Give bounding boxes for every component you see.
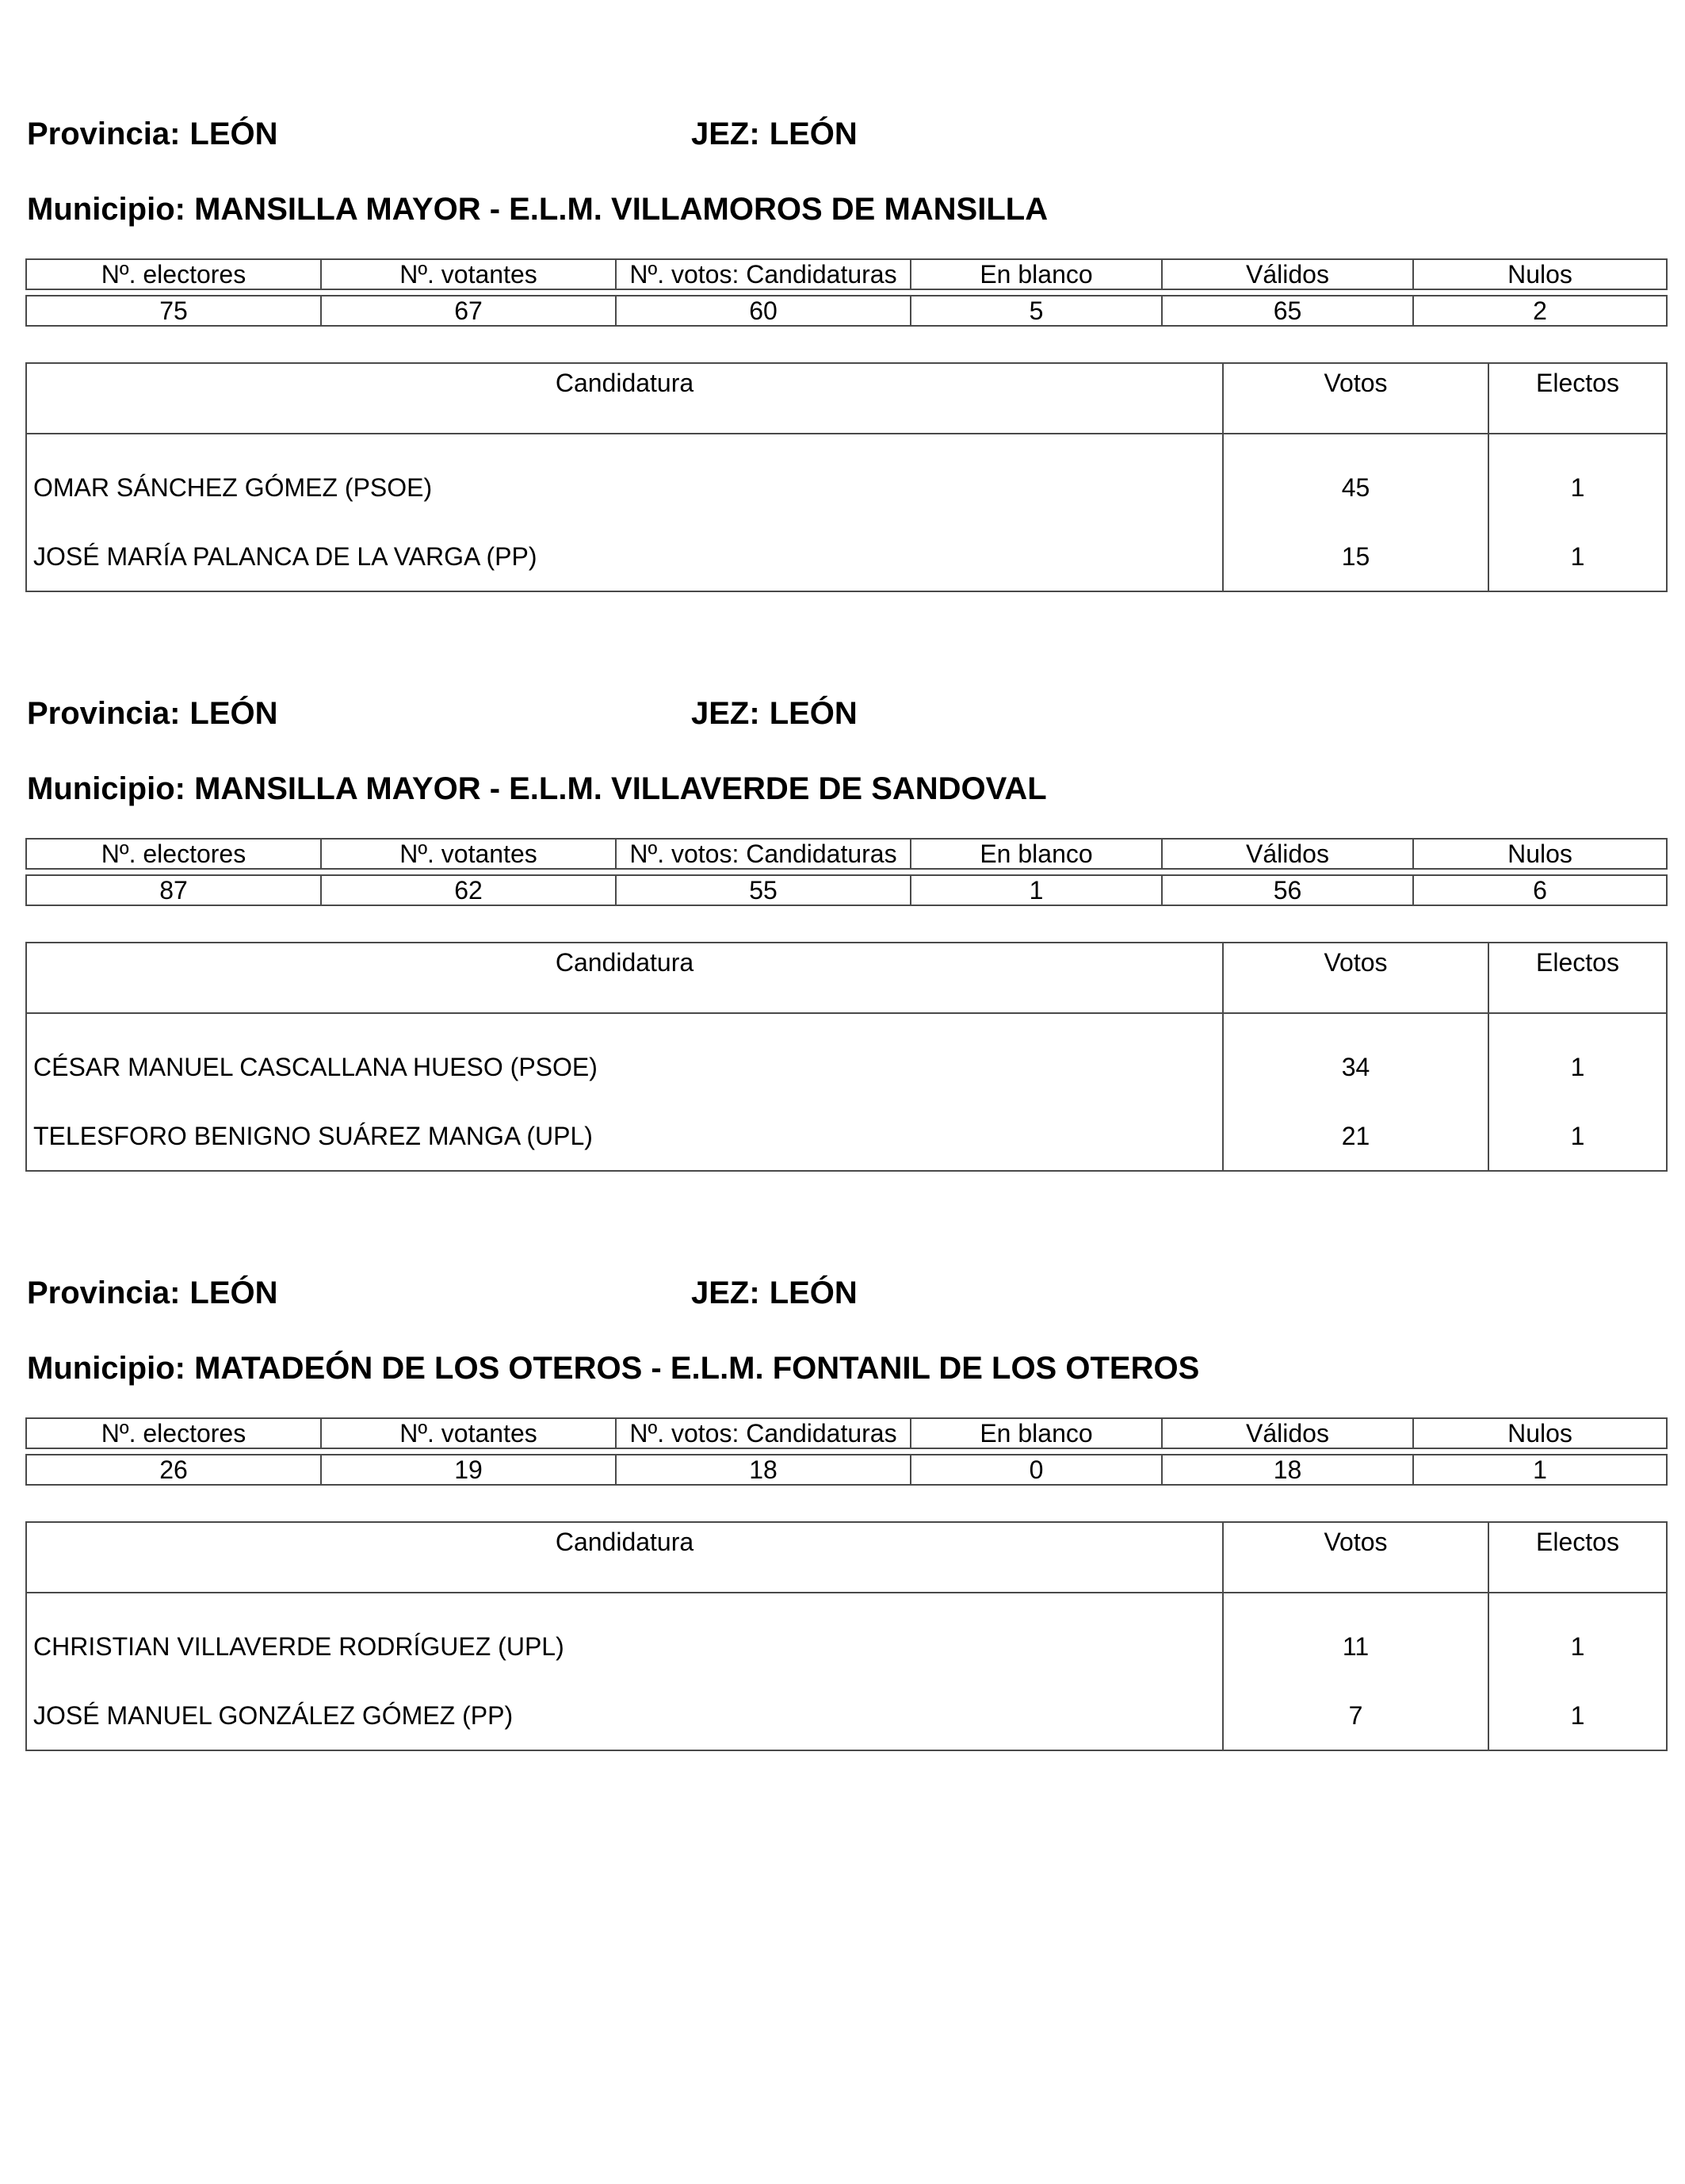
stats-header-cell: Nº. electores [26, 839, 321, 869]
candidate-votes: 45 [1223, 434, 1488, 522]
stats-value-cell: 1 [1413, 1455, 1667, 1485]
jez-value: LEÓN [769, 117, 858, 151]
results-section [25, 0, 1666, 579]
candidate-votes: 21 [1223, 1102, 1488, 1171]
stats-value-row [26, 1455, 1667, 1485]
candidatura-header: Candidatura [26, 1522, 1223, 1593]
candidate-elected: 1 [1488, 522, 1667, 591]
stats-header-cell: Nulos [1413, 839, 1667, 869]
candidatura-header: Candidatura [26, 943, 1223, 1013]
provincia-value: LEÓN [189, 1276, 278, 1310]
stats-header-cell: Nº. votos: Candidaturas [616, 259, 911, 289]
provincia-line [27, 694, 278, 732]
candidate-name: JOSÉ MANUEL GONZÁLEZ GÓMEZ (PP) [26, 1681, 1223, 1750]
municipio-line [27, 770, 1047, 808]
stats-header-cell: Nº. votantes [321, 1418, 616, 1448]
provincia-value: LEÓN [189, 117, 278, 151]
municipio-value: MATADEÓN DE LOS OTEROS - E.L.M. FONTANIL DE LOS OTEROS [194, 1351, 1200, 1386]
municipio-value: MANSILLA MAYOR - E.L.M. VILLAMOROS DE MANSILLA [194, 192, 1049, 227]
candidates-table [25, 362, 1668, 592]
candidate-elected: 1 [1488, 1593, 1667, 1681]
stats-header-cell: Nulos [1413, 1418, 1667, 1448]
stats-value-cell: 6 [1413, 875, 1667, 905]
candidate-elected: 1 [1488, 434, 1667, 522]
votos-header: Votos [1223, 1522, 1488, 1593]
candidate-row [26, 1013, 1667, 1102]
stats-value-cell: 19 [321, 1455, 616, 1485]
provincia-label: Provincia: [27, 117, 181, 151]
municipio-label: Municipio: [27, 192, 185, 227]
candidate-elected: 1 [1488, 1681, 1667, 1750]
electos-header: Electos [1488, 363, 1667, 434]
candidate-name: OMAR SÁNCHEZ GÓMEZ (PSOE) [26, 434, 1223, 522]
candidate-row [26, 1681, 1667, 1750]
jez-value: LEÓN [769, 696, 858, 731]
candidate-elected: 1 [1488, 1102, 1667, 1171]
candidate-name: TELESFORO BENIGNO SUÁREZ MANGA (UPL) [26, 1102, 1223, 1171]
provincia-value: LEÓN [189, 696, 278, 731]
stats-value-cell: 67 [321, 296, 616, 326]
municipio-value: MANSILLA MAYOR - E.L.M. VILLAVERDE DE SANDOVAL [194, 771, 1047, 806]
stats-header-cell: Nº. electores [26, 259, 321, 289]
votos-header: Votos [1223, 363, 1488, 434]
stats-value-row [26, 296, 1667, 326]
jez-label: JEZ: [691, 1276, 760, 1310]
provincia-line [27, 1274, 278, 1312]
stats-header-cell: Nº. votos: Candidaturas [616, 839, 911, 869]
stats-header-cell: En blanco [911, 259, 1162, 289]
candidate-row [26, 434, 1667, 522]
provincia-line [27, 115, 278, 153]
stats-value-cell: 55 [616, 875, 911, 905]
stats-header-cell: Válidos [1162, 839, 1413, 869]
jez-label: JEZ: [691, 696, 760, 731]
stats-value-cell: 2 [1413, 296, 1667, 326]
jez-line [691, 1274, 858, 1312]
stats-header-row [26, 259, 1667, 289]
results-section [25, 579, 1666, 1158]
jez-line [691, 115, 858, 153]
stats-header-row [26, 839, 1667, 869]
candidate-elected: 1 [1488, 1013, 1667, 1102]
provincia-label: Provincia: [27, 1276, 181, 1310]
electos-header: Electos [1488, 1522, 1667, 1593]
stats-header-cell: Nº. electores [26, 1418, 321, 1448]
municipio-label: Municipio: [27, 1351, 185, 1386]
stats-header-cell: En blanco [911, 839, 1162, 869]
stats-header-cell: Nº. votantes [321, 839, 616, 869]
candidates-header-row [26, 363, 1667, 434]
stats-value-cell: 18 [616, 1455, 911, 1485]
stats-value-cell: 56 [1162, 875, 1413, 905]
stats-value-cell: 18 [1162, 1455, 1413, 1485]
candidatura-header: Candidatura [26, 363, 1223, 434]
stats-value-cell: 0 [911, 1455, 1162, 1485]
jez-line [691, 694, 858, 732]
stats-value-cell: 62 [321, 875, 616, 905]
stats-value-cell: 60 [616, 296, 911, 326]
candidate-row [26, 1593, 1667, 1681]
candidates-table [25, 942, 1668, 1172]
candidate-name: JOSÉ MARÍA PALANCA DE LA VARGA (PP) [26, 522, 1223, 591]
stats-header-cell: Nulos [1413, 259, 1667, 289]
municipio-label: Municipio: [27, 771, 185, 806]
votos-header: Votos [1223, 943, 1488, 1013]
stats-table [25, 1417, 1668, 1486]
stats-header-cell: Válidos [1162, 259, 1413, 289]
stats-header-cell: Nº. votos: Candidaturas [616, 1418, 911, 1448]
stats-value-cell: 26 [26, 1455, 321, 1485]
candidate-name: CHRISTIAN VILLAVERDE RODRÍGUEZ (UPL) [26, 1593, 1223, 1681]
candidate-votes: 34 [1223, 1013, 1488, 1102]
municipio-line [27, 1349, 1199, 1387]
stats-table [25, 838, 1668, 906]
candidate-votes: 11 [1223, 1593, 1488, 1681]
stats-value-cell: 87 [26, 875, 321, 905]
candidate-votes: 15 [1223, 522, 1488, 591]
stats-header-cell: En blanco [911, 1418, 1162, 1448]
provincia-label: Provincia: [27, 696, 181, 731]
jez-label: JEZ: [691, 117, 760, 151]
municipio-line [27, 190, 1048, 228]
stats-value-cell: 5 [911, 296, 1162, 326]
stats-header-cell: Válidos [1162, 1418, 1413, 1448]
stats-header-cell: Nº. votantes [321, 259, 616, 289]
candidate-votes: 7 [1223, 1681, 1488, 1750]
stats-header-row [26, 1418, 1667, 1448]
candidates-table [25, 1521, 1668, 1751]
stats-value-row [26, 875, 1667, 905]
stats-value-cell: 65 [1162, 296, 1413, 326]
candidate-name: CÉSAR MANUEL CASCALLANA HUESO (PSOE) [26, 1013, 1223, 1102]
candidates-header-row [26, 943, 1667, 1013]
candidates-header-row [26, 1522, 1667, 1593]
stats-table [25, 258, 1668, 327]
results-section [25, 1159, 1666, 1738]
stats-value-cell: 75 [26, 296, 321, 326]
electos-header: Electos [1488, 943, 1667, 1013]
jez-value: LEÓN [769, 1276, 858, 1310]
stats-value-cell: 1 [911, 875, 1162, 905]
